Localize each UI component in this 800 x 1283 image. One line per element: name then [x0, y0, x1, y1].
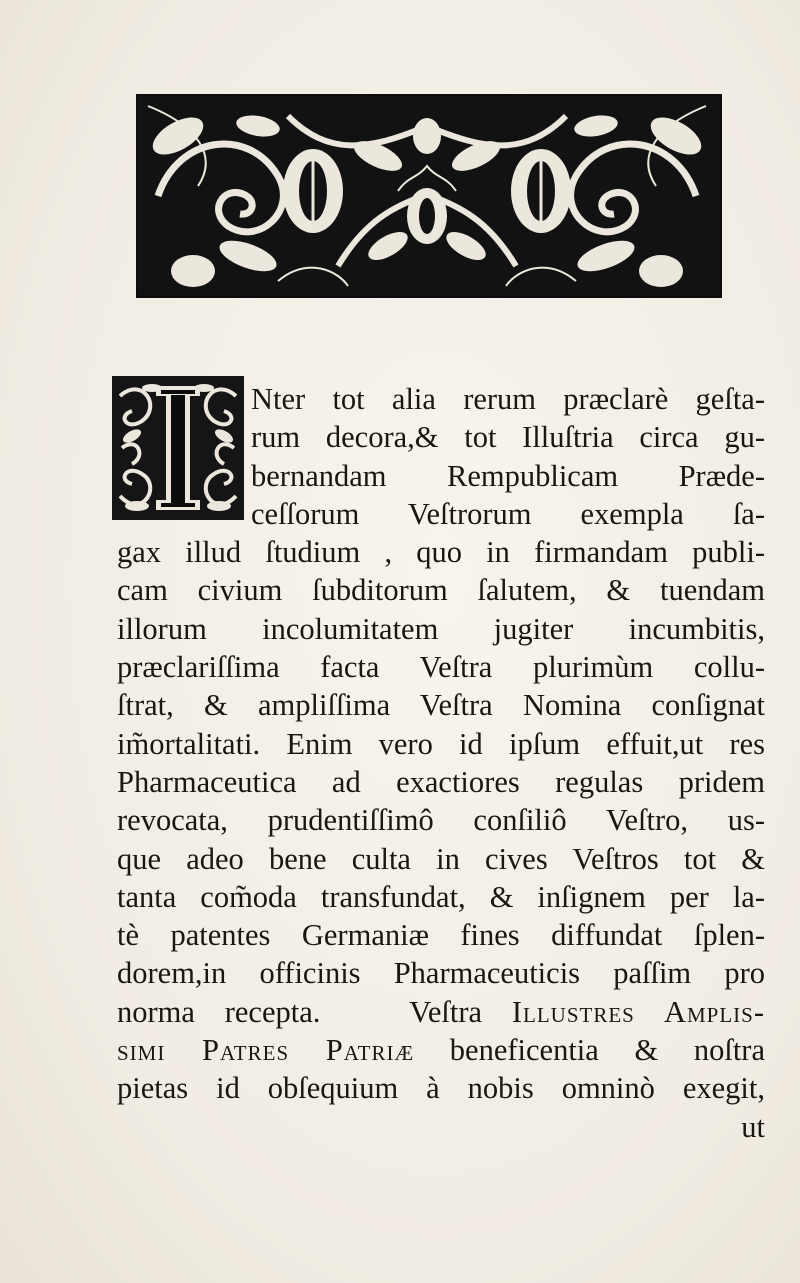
text-line: præclariſſima facta Veſtra plurimùm collu- [117, 650, 765, 685]
text-line [117, 1031, 765, 1069]
text-line: dorem,in officinis Pharmaceuticis paſſim pro [117, 956, 765, 991]
text-line: im̃ortalitati. Enim vero id ipſum effuit,ut res [117, 726, 765, 761]
text-line: gax illud ſtudium , quo in firmandam publi- [117, 535, 765, 570]
small-caps-text: simi Patres Patriæ [117, 1033, 415, 1068]
floral-headpiece-ornament [136, 94, 722, 298]
text-line: ſtrat, & ampliſſima Veſtra Nomina conſignat [117, 688, 765, 723]
text-line: bernandam Rempublicam Præde- [251, 458, 765, 493]
text-line: cam civium ſubditorum ſalutem, & tuendam [117, 573, 765, 608]
text-line: illorum incolumitatem jugiter incumbitis, [117, 611, 765, 646]
text-line: Nter tot alia rerum præclarè geſta- [251, 382, 765, 416]
text-segment: beneficentia & noſtra [414, 1033, 766, 1068]
text-line: que adeo bene culta in cives Veſtros tot & [117, 841, 765, 876]
text-line [117, 993, 765, 1031]
small-caps-text: Illustres Amplis- [511, 994, 765, 1029]
text-line: ceſſorum Veſtrorum exempla ſa- [251, 496, 765, 531]
catchword: ut [741, 1109, 765, 1144]
text-line: pietas id obſequium à nobis omninò exegit, [117, 1071, 765, 1106]
text-line: revocata, prudentiſſimô conſiliô Veſtro, us- [117, 803, 765, 838]
text-segment: norma recepta. Veſtra [117, 994, 512, 1029]
body-text [117, 380, 765, 1146]
text-line: Pharmaceutica ad exactiores regulas pridem [117, 764, 765, 799]
text-line: tè patentes Germaniæ fines diffundat ſplen- [117, 918, 765, 953]
text-line: rum decora,& tot Illuſtria circa gu- [251, 420, 765, 455]
text-line: tanta com̃oda transfundat, & inſignem per la- [117, 879, 765, 914]
